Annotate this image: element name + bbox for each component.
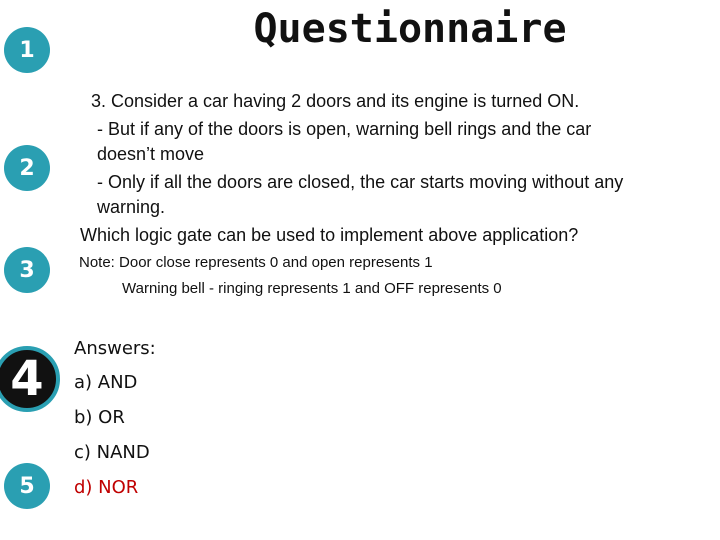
step-badge-4-active[interactable]: 4 — [0, 346, 60, 412]
answer-option-b[interactable]: b) OR — [74, 407, 125, 428]
step-badge-3[interactable]: 3 — [4, 247, 50, 293]
question-line-1: 3. Consider a car having 2 doors and its engine is turned ON. — [91, 91, 580, 111]
step-badge-5[interactable]: 5 — [4, 463, 50, 509]
note-line-1: Note: Door close represents 0 and open represents 1 — [79, 254, 433, 271]
question-line-4: - Only if all the doors are closed, the car starts moving without any — [97, 172, 624, 192]
question-line-6: Which logic gate can be used to implement above application? — [80, 225, 579, 245]
question-line-5: warning. — [97, 197, 166, 217]
step-badge-2[interactable]: 2 — [4, 145, 50, 191]
question-line-2: - But if any of the doors is open, warning bell rings and the car — [97, 119, 592, 139]
step-badge-1[interactable]: 1 — [4, 27, 50, 73]
answer-option-c[interactable]: c) NAND — [74, 442, 150, 463]
note-line-2: Warning bell - ringing represents 1 and OFF represents 0 — [122, 280, 502, 297]
page-title: Questionnaire — [253, 6, 567, 52]
question-line-3: doesn’t move — [97, 144, 205, 164]
answers-heading: Answers: — [74, 338, 156, 359]
answer-option-d-correct[interactable]: d) NOR — [74, 477, 139, 498]
answer-option-a[interactable]: a) AND — [74, 372, 138, 393]
